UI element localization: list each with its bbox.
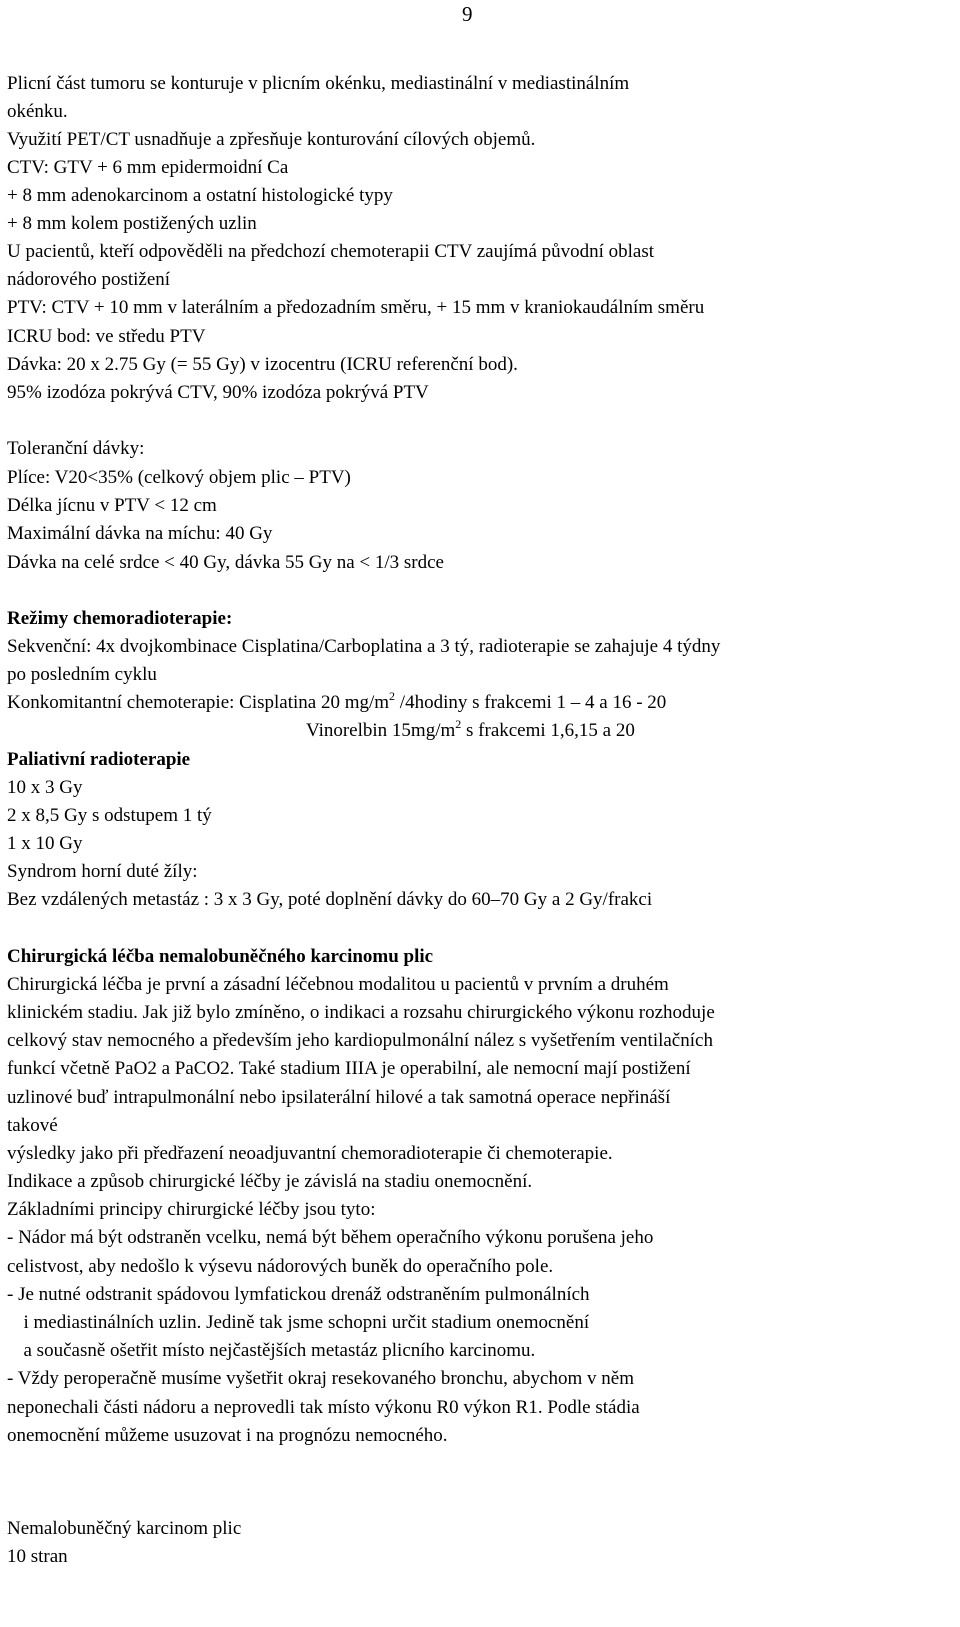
text-line: i mediastinálních uzlin. Jedině tak jsme schopni určit stadium onemocnění bbox=[14, 1312, 590, 1333]
text-line: 2 x 8,5 Gy s odstupem 1 tý bbox=[7, 805, 212, 826]
text-line: Syndrom horní duté žíly: bbox=[7, 861, 198, 882]
konkomitantni-line: Konkomitantní chemoterapie: Cisplatina 20 $mg/m^2$ /4hodiny s frakcemi 1 – 4 a 16 - 20 bbox=[7, 689, 667, 713]
text-line: Dávka: 20 x 2.75 Gy (= 55 Gy) v izocentru (ICRU referenční bod). bbox=[7, 354, 518, 375]
text-line: + 8 mm adenokarcinom a ostatní histologické typy bbox=[7, 185, 393, 206]
text-line: po posledním cyklu bbox=[7, 664, 157, 685]
text-line: Maximální dávka na míchu: 40 Gy bbox=[7, 523, 273, 544]
text-line: Bez vzdálených metastáz : 3 x 3 Gy, poté doplnění dávky do 60–70 Gy a 2 Gy/frakci bbox=[7, 889, 653, 910]
text-line: - Nádor má být odstraněn vcelku, nemá být během operačního výkonu porušena jeho bbox=[7, 1227, 654, 1248]
footer-title: Nemalobuněčný karcinom plic bbox=[7, 1518, 242, 1539]
text-line: klinickém stadiu. Jak již bylo zmíněno, o indikaci a rozsahu chirurgického výkonu rozhoduje bbox=[7, 1002, 715, 1023]
text-line: ICRU bod: ve středu PTV bbox=[7, 326, 206, 347]
text-line: nádorového postižení bbox=[7, 269, 171, 290]
text-line: Plíce: V20<35% (celkový objem plic – PTV) bbox=[7, 467, 351, 488]
text-line: okénku. bbox=[7, 101, 68, 122]
text-line: - Je nutné odstranit spádovou lymfatickou drenáž odstraněním pulmonálních bbox=[7, 1284, 590, 1305]
footer-page-count: 10 stran bbox=[7, 1546, 68, 1567]
text-line: funkcí včetně PaO2 a PaCO2. Také stadium IIIA je operabilní, ale nemocní mají postižení bbox=[7, 1058, 691, 1079]
text-line: 10 x 3 Gy bbox=[7, 777, 83, 798]
text-line: 95% izodóza pokrývá CTV, 90% izodóza pokrývá PTV bbox=[7, 382, 429, 403]
text-line: neponechali části nádoru a neprovedli tak místo výkonu R0 výkon R1. Podle stádia bbox=[7, 1397, 640, 1418]
text-line: Plicní část tumoru se konturuje v plicním okénku, mediastinální v mediastinálním bbox=[7, 73, 630, 94]
section-heading-surgery: Chirurgická léčba nemalobuněčného karcinomu plic bbox=[7, 946, 434, 967]
text-line: Využití PET/CT usnadňuje a zpřesňuje konturování cílových objemů. bbox=[7, 129, 536, 150]
text-line: Sekvenční: 4x dvojkombinace Cisplatina/Carboplatina a 3 tý, radioterapie se zahajuje 4 týdny bbox=[7, 636, 721, 657]
section-heading-chemoradiotherapy: Režimy chemoradioterapie: bbox=[7, 608, 233, 629]
vinorelbin-line: Vinorelbin $15mg/m^2$ s frakcemi 1,6,15 a 20 bbox=[306, 717, 635, 741]
text-line: Dávka na celé srdce < 40 Gy, dávka 55 Gy na < 1/3 srdce bbox=[7, 552, 444, 573]
text-line: a současně ošetřit místo nejčastějších metastáz plicního karcinomu. bbox=[14, 1340, 536, 1361]
text-line: Indikace a způsob chirurgické léčby je závislá na stadiu onemocnění. bbox=[7, 1171, 533, 1192]
text-line: + 8 mm kolem postižených uzlin bbox=[7, 213, 257, 234]
tolerance-heading: Toleranční dávky: bbox=[7, 438, 145, 459]
text-line: uzlinové buď intrapulmonální nebo ipsilaterální hilové a tak samotná operace nepřináší bbox=[7, 1087, 671, 1108]
text-line: Chirurgická léčba je první a zásadní léčebnou modalitou u pacientů v prvním a druhém bbox=[7, 974, 669, 995]
text-line: výsledky jako při předřazení neoadjuvantní chemoradioterapie či chemoterapie. bbox=[7, 1143, 613, 1164]
text-line: CTV: GTV + 6 mm epidermoidní Ca bbox=[7, 157, 289, 178]
text-line: 1 x 10 Gy bbox=[7, 833, 83, 854]
text-line: celistvost, aby nedošlo k výsevu nádorových buněk do operačního pole. bbox=[7, 1256, 554, 1277]
text-line: onemocnění můžeme usuzovat i na prognózu nemocného. bbox=[7, 1425, 448, 1446]
text-line: Délka jícnu v PTV < 12 cm bbox=[7, 495, 217, 516]
text-line: PTV: CTV + 10 mm v laterálním a předozadním směru, + 15 mm v kraniokaudálním směru bbox=[7, 297, 705, 318]
section-heading-palliative: Paliativní radioterapie bbox=[7, 749, 191, 770]
page-number: 9 bbox=[462, 2, 473, 26]
text-line: Základními principy chirurgické léčby jsou tyto: bbox=[7, 1199, 376, 1220]
text-line: celkový stav nemocného a především jeho kardiopulmonální nález s vyšetřením ventilačních bbox=[7, 1030, 713, 1051]
text-line: takové bbox=[7, 1115, 58, 1136]
text-line: U pacientů, kteří odpověděli na předchozí chemoterapii CTV zaujímá původní oblast bbox=[7, 241, 655, 262]
text-line: - Vždy peroperačně musíme vyšetřit okraj resekovaného bronchu, abychom v něm bbox=[7, 1368, 634, 1389]
